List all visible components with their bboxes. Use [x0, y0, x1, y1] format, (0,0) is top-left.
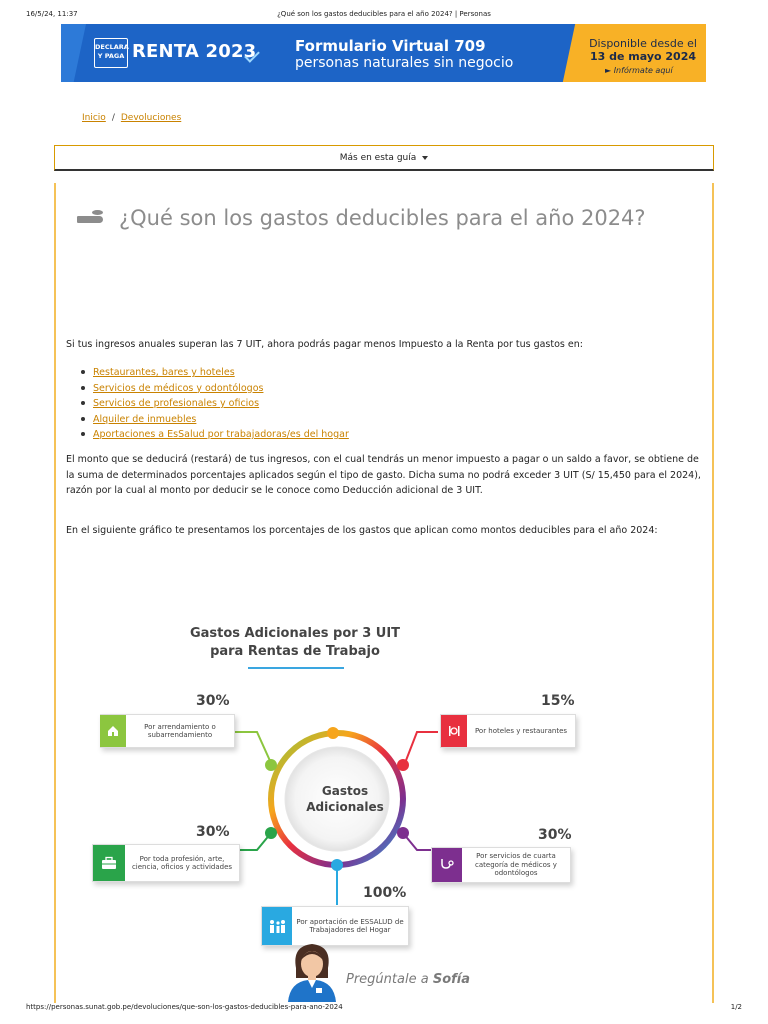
card-profesion — [92, 844, 240, 882]
monto-paragraph: El monto que se deducirá (restará) de tus ingresos, con el cual tendrás un menor impuesto a pagar o un saldo a favor, se obtiene de la suma de determinados porcentajes aplicados según el tipo de gasto. Dicha suma no podrá exceder 3 UIT (S/ 15,450 para el 2024), razón por la cual al monto por deducir se le conoce como Deducción adicional de 3 UIT. — [66, 454, 701, 496]
sofia-link[interactable] — [346, 972, 470, 987]
list-item — [93, 412, 349, 428]
print-footer — [0, 1003, 768, 1015]
disponible-label: Disponible desde el — [589, 37, 697, 50]
sofia-prefix: Pregúntale a — [346, 972, 433, 987]
center-label-line1: Gastos — [321, 784, 369, 798]
card-hoteles — [440, 714, 576, 748]
house-icon — [100, 715, 126, 747]
sofia-name: Sofía — [432, 972, 471, 987]
expense-list — [93, 365, 349, 443]
list-item — [93, 427, 349, 443]
card-profesion-text: Por toda profesión, arte, ciencia, oficios y actividades — [131, 854, 233, 871]
intro-text: Si tus ingresos anuales superan las 7 UIT, ahora podrás pagar menos Impuesto a la Renta por tus gastos en: — [66, 339, 583, 350]
pct-medicos: 30% — [538, 827, 572, 843]
breadcrumb — [82, 113, 181, 123]
pct-profesion: 30% — [196, 824, 230, 840]
link-essalud[interactable]: Aportaciones a EsSalud por trabajadoras/es del hogar — [93, 429, 349, 440]
sofia-avatar — [282, 938, 342, 1002]
guide-dropdown-label: Más en esta guía — [339, 152, 417, 163]
pct-hoteles: 15% — [541, 693, 575, 709]
badge-line2: Y PAGA — [97, 52, 125, 60]
sofia-assistant[interactable] — [282, 938, 482, 1002]
informate-link[interactable]: ► Infórmate aquí — [605, 66, 673, 75]
gastos-infographic — [85, 615, 595, 945]
link-alquiler[interactable]: Alquiler de inmuebles — [93, 413, 197, 425]
list-item — [93, 365, 349, 381]
guide-dropdown[interactable] — [54, 145, 714, 171]
center-label — [285, 783, 405, 815]
formulario-subtitle: personas naturales sin negocio — [295, 55, 514, 71]
breadcrumb-separator: / — [111, 113, 115, 123]
stethoscope-icon — [432, 848, 462, 882]
banner-right — [581, 24, 706, 82]
page-title-text: ¿Qué son los gastos deducibles para el año 2024? — [119, 206, 646, 230]
infographic-title-line2: para Rentas de Trabajo — [210, 644, 380, 659]
print-url: https://personas.sunat.gob.pe/devoluciones/que-son-los-gastos-deducibles-para-ano-2024 — [26, 1003, 343, 1011]
link-restaurantes[interactable]: Restaurantes, bares y hoteles — [93, 367, 235, 378]
card-essalud-text: Por aportación de ESSALUD de Trabajadores del Hogar — [296, 917, 404, 934]
list-item — [93, 381, 349, 397]
link-medicos[interactable]: Servicios de médicos y odontólogos — [93, 382, 264, 394]
pct-arrendamiento: 30% — [196, 693, 230, 709]
briefcase-icon — [93, 845, 125, 881]
breadcrumb-devoluciones[interactable]: Devoluciones — [120, 113, 182, 123]
card-arrendamiento-text: Por arrendamiento o subarrendamiento — [144, 722, 216, 739]
hand-coin-icon — [77, 210, 109, 224]
ring-diagram — [85, 615, 595, 945]
caret-down-icon — [422, 156, 428, 160]
pct-essalud: 100% — [363, 885, 407, 901]
card-hoteles-text: Por hoteles y restaurantes — [474, 726, 568, 735]
card-medicos-text: Por servicios de cuarta categoría de médicos y odontólogos — [475, 852, 557, 878]
grafico-paragraph: En el siguiente gráfico te presentamos los porcentajes de los gastos que aplican como montos deducibles para el año 2024: — [66, 525, 658, 536]
fecha-label: 13 de mayo 2024 — [589, 50, 697, 63]
infographic-title-line1: Gastos Adicionales por 3 UIT — [189, 626, 401, 641]
page-title — [77, 203, 677, 234]
list-item — [93, 396, 349, 412]
formulario-title: Formulario Virtual 709 — [295, 37, 486, 55]
declara-badge — [94, 38, 128, 68]
badge-line1: DECLARA — [95, 43, 129, 51]
cutlery-icon — [441, 715, 467, 747]
banner-left — [61, 24, 581, 82]
card-medicos — [431, 847, 571, 883]
print-header — [0, 10, 768, 22]
print-title: ¿Qué son los gastos deducibles para el año 2024? | Personas — [277, 10, 491, 18]
link-profesionales[interactable]: Servicios de profesionales y oficios — [93, 398, 260, 409]
print-page-number: 1/2 — [730, 1003, 742, 1011]
center-label-line2: Adicionales — [306, 800, 384, 814]
renta-banner[interactable] — [61, 24, 706, 82]
renta-label: RENTA 2023 — [132, 41, 257, 62]
print-date: 16/5/24, 11:37 — [26, 10, 78, 18]
breadcrumb-home[interactable]: Inicio — [82, 113, 106, 123]
card-arrendamiento — [100, 714, 235, 748]
